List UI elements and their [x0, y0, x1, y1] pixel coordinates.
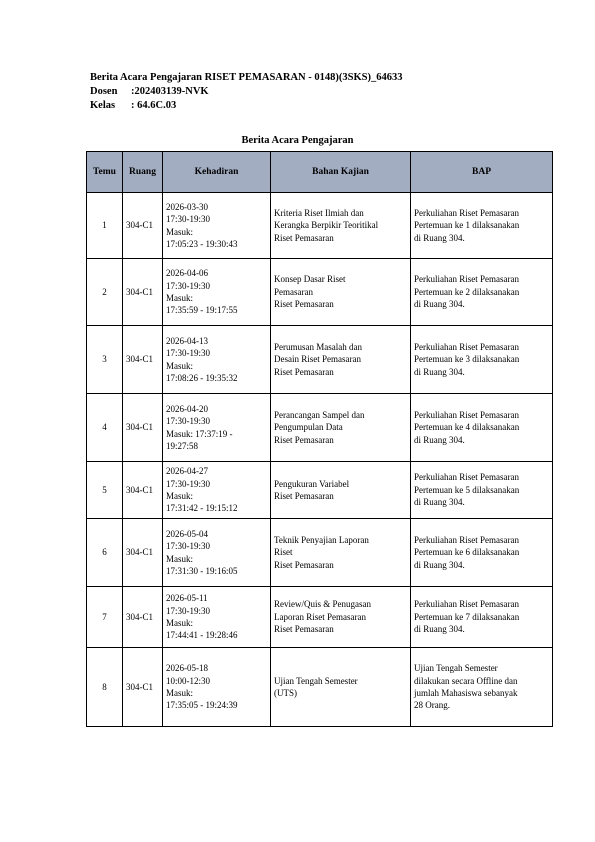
table-row: [87, 462, 553, 519]
cell-bahan-kajian: [271, 193, 411, 259]
bahan-line: Riset Pemasaran: [274, 299, 334, 310]
bap-line: di Ruang 304.: [414, 434, 465, 445]
table-row: [87, 193, 553, 259]
cell-bahan-kajian: [271, 648, 411, 727]
cell-ruang: 304-C1: [123, 193, 163, 259]
kehadiran-line: 2026-04-27: [166, 466, 208, 477]
bahan-line: Konsep Dasar Riset: [274, 274, 346, 285]
cell-bap: [411, 326, 553, 394]
bap-line: Pertemuan ke 4 dilaksanakan: [414, 422, 520, 433]
kehadiran-line: 17:30-19:30: [166, 478, 210, 489]
kehadiran-line: 17:05:23 - 19:30:43: [166, 238, 238, 249]
kehadiran-line: 17:30-19:30: [166, 214, 210, 225]
cell-bahan-kajian: [271, 259, 411, 326]
bahan-line: Kriteria Riset Ilmiah dan: [274, 207, 364, 218]
bap-line: Pertemuan ke 5 dilaksanakan: [414, 484, 520, 495]
cell-bap: [411, 519, 553, 587]
kehadiran-line: Masuk:: [166, 360, 193, 371]
document-header: [90, 71, 402, 113]
cell-temu: 8: [87, 648, 123, 727]
bahan-line: Riset Pemasaran: [274, 366, 334, 377]
kehadiran-line: Masuk:: [166, 553, 193, 564]
course-title: Berita Acara Pengajaran RISET PEMASARAN - 0148)(3SKS)_64633: [90, 72, 403, 83]
bahan-line: Riset Pemasaran: [274, 434, 334, 445]
bahan-line: Pengukuran Variabel: [274, 478, 350, 489]
bap-line: di Ruang 304.: [414, 299, 465, 310]
bap-line: Perkuliahan Riset Pemasaran: [414, 341, 519, 352]
cell-temu: 7: [87, 587, 123, 648]
kelas-value: : 64.6C.03: [131, 100, 177, 111]
bap-line: Pertemuan ke 3 dilaksanakan: [414, 354, 520, 365]
kehadiran-line: 17:35:05 - 19:24:39: [166, 700, 238, 711]
table-row: [87, 326, 553, 394]
bahan-line: Teknik Penyajian Laporan: [274, 534, 369, 545]
cell-kehadiran: [163, 462, 271, 519]
cell-kehadiran: [163, 648, 271, 727]
cell-temu: 4: [87, 394, 123, 462]
bap-line: di Ruang 304.: [414, 366, 465, 377]
table-row: [87, 394, 553, 462]
cell-bahan-kajian: [271, 519, 411, 587]
bap-line: Perkuliahan Riset Pemasaran: [414, 599, 519, 610]
bahan-line: Riset: [274, 547, 293, 558]
bap-line: di Ruang 304.: [414, 497, 465, 508]
cell-kehadiran: [163, 519, 271, 587]
bahan-line: Riset Pemasaran: [274, 491, 334, 501]
bahan-line: Kerangka Berpikir Teoritikal: [274, 220, 379, 231]
bap-line: Perkuliahan Riset Pemasaran: [414, 472, 519, 483]
bahan-line: Pemasaran: [274, 286, 313, 297]
kehadiran-line: 17:44:41 - 19:28:46: [166, 630, 238, 641]
cell-kehadiran: [163, 587, 271, 648]
col-header-ruang: Ruang: [123, 152, 163, 193]
kehadiran-line: Masuk: 17:37:19 -: [166, 428, 233, 439]
bap-line: Perkuliahan Riset Pemasaran: [414, 409, 519, 420]
kehadiran-line: 2026-04-20: [166, 403, 208, 414]
kehadiran-line: 17:31:30 - 19:16:05: [166, 565, 238, 576]
col-header-bahan-kajian: Bahan Kajian: [271, 152, 411, 193]
table-row: [87, 259, 553, 326]
cell-bap: [411, 587, 553, 648]
kehadiran-line: 19:27:58: [166, 440, 199, 451]
kehadiran-line: 2026-03-30: [166, 201, 208, 212]
cell-bahan-kajian: [271, 587, 411, 648]
kehadiran-line: Masuk:: [166, 226, 193, 237]
cell-bahan-kajian: [271, 394, 411, 462]
kehadiran-line: 17:30-19:30: [166, 416, 210, 427]
kehadiran-line: 17:30-19:30: [166, 605, 210, 616]
cell-ruang: 304-C1: [123, 394, 163, 462]
kehadiran-line: 2026-05-18: [166, 663, 208, 674]
bahan-line: Perancangan Sampel dan: [274, 409, 365, 420]
cell-ruang: 304-C1: [123, 259, 163, 326]
table-body: [87, 193, 553, 727]
cell-ruang: 304-C1: [123, 462, 163, 519]
cell-ruang: 304-C1: [123, 519, 163, 587]
bahan-line: Desain Riset Pemasaran: [274, 354, 361, 365]
bahan-line: Riset Pemasaran: [274, 232, 334, 243]
bahan-line: Laporan Riset Pemasaran: [274, 611, 366, 622]
kehadiran-line: Masuk:: [166, 618, 193, 628]
bap-line: Ujian Tengah Semester: [414, 663, 498, 674]
bap-line: dilakukan secara Offline dan: [414, 675, 518, 686]
col-header-bap: BAP: [411, 152, 553, 193]
kehadiran-line: 17:35:59 - 19:17:55: [166, 305, 238, 316]
kehadiran-line: 17:30-19:30: [166, 541, 210, 552]
bahan-line: Perumusan Masalah dan: [274, 341, 362, 352]
kehadiran-line: Masuk:: [166, 293, 193, 303]
cell-bap: [411, 462, 553, 519]
bap-line: di Ruang 304.: [414, 232, 465, 243]
cell-bap: [411, 394, 553, 462]
dosen-row: [90, 85, 402, 99]
bap-line: 28 Orang.: [414, 700, 450, 711]
table-row: [87, 648, 553, 727]
cell-temu: 5: [87, 462, 123, 519]
kehadiran-line: 17:08:26 - 19:35:32: [166, 372, 238, 383]
cell-ruang: 304-C1: [123, 326, 163, 394]
bahan-line: Riset Pemasaran: [274, 559, 334, 570]
cell-bap: [411, 648, 553, 727]
bahan-line: Riset Pemasaran: [274, 624, 334, 635]
col-header-kehadiran: Kehadiran: [163, 152, 271, 193]
dosen-value: :202403139-NVK: [131, 86, 209, 97]
cell-temu: 2: [87, 259, 123, 326]
bap-line: Perkuliahan Riset Pemasaran: [414, 534, 519, 545]
kelas-label: Kelas: [90, 100, 116, 111]
bap-line: Perkuliahan Riset Pemasaran: [414, 274, 519, 285]
bahan-line: Review/Quis & Penugasan: [274, 599, 371, 610]
cell-bahan-kajian: [271, 462, 411, 519]
kehadiran-line: 2026-04-13: [166, 335, 208, 346]
bahan-line: Ujian Tengah Semester: [274, 675, 358, 686]
bahan-line: Pengumpulan Data: [274, 422, 343, 433]
cell-temu: 1: [87, 193, 123, 259]
kehadiran-line: Masuk:: [166, 688, 193, 698]
cell-kehadiran: [163, 193, 271, 259]
bap-line: di Ruang 304.: [414, 624, 465, 635]
bap-line: Perkuliahan Riset Pemasaran: [414, 207, 519, 218]
bap-line: di Ruang 304.: [414, 559, 465, 570]
dosen-label: Dosen: [90, 86, 118, 97]
kehadiran-line: 2026-05-11: [166, 593, 208, 604]
cell-temu: 6: [87, 519, 123, 587]
bap-line: Pertemuan ke 6 dilaksanakan: [414, 547, 520, 558]
kehadiran-line: 2026-04-06: [166, 268, 208, 279]
table-header-row: [87, 152, 553, 193]
cell-temu: 3: [87, 326, 123, 394]
cell-kehadiran: [163, 394, 271, 462]
kelas-row: [90, 99, 402, 113]
cell-bap: [411, 193, 553, 259]
kehadiran-line: 17:31:42 - 19:15:12: [166, 503, 238, 514]
bap-line: Pertemuan ke 2 dilaksanakan: [414, 286, 520, 297]
kehadiran-line: 2026-05-04: [166, 528, 208, 539]
table-title: Berita Acara Pengajaran: [241, 135, 354, 146]
table-row: [87, 587, 553, 648]
kehadiran-line: Masuk:: [166, 491, 193, 501]
kehadiran-line: 10:00-12:30: [166, 675, 210, 686]
table-row: [87, 519, 553, 587]
col-header-temu: Temu: [87, 152, 123, 193]
cell-bap: [411, 259, 553, 326]
bap-line: Pertemuan ke 7 dilaksanakan: [414, 611, 520, 622]
attendance-table: [86, 151, 553, 727]
bap-line: Pertemuan ke 1 dilaksanakan: [414, 220, 520, 231]
bahan-line: (UTS): [274, 688, 297, 698]
bap-line: jumlah Mahasiswa sebanyak: [414, 688, 518, 698]
cell-ruang: 304-C1: [123, 648, 163, 727]
kehadiran-line: 17:30-19:30: [166, 348, 210, 359]
cell-kehadiran: [163, 259, 271, 326]
cell-ruang: 304-C1: [123, 587, 163, 648]
cell-kehadiran: [163, 326, 271, 394]
cell-bahan-kajian: [271, 326, 411, 394]
kehadiran-line: 17:30-19:30: [166, 280, 210, 291]
